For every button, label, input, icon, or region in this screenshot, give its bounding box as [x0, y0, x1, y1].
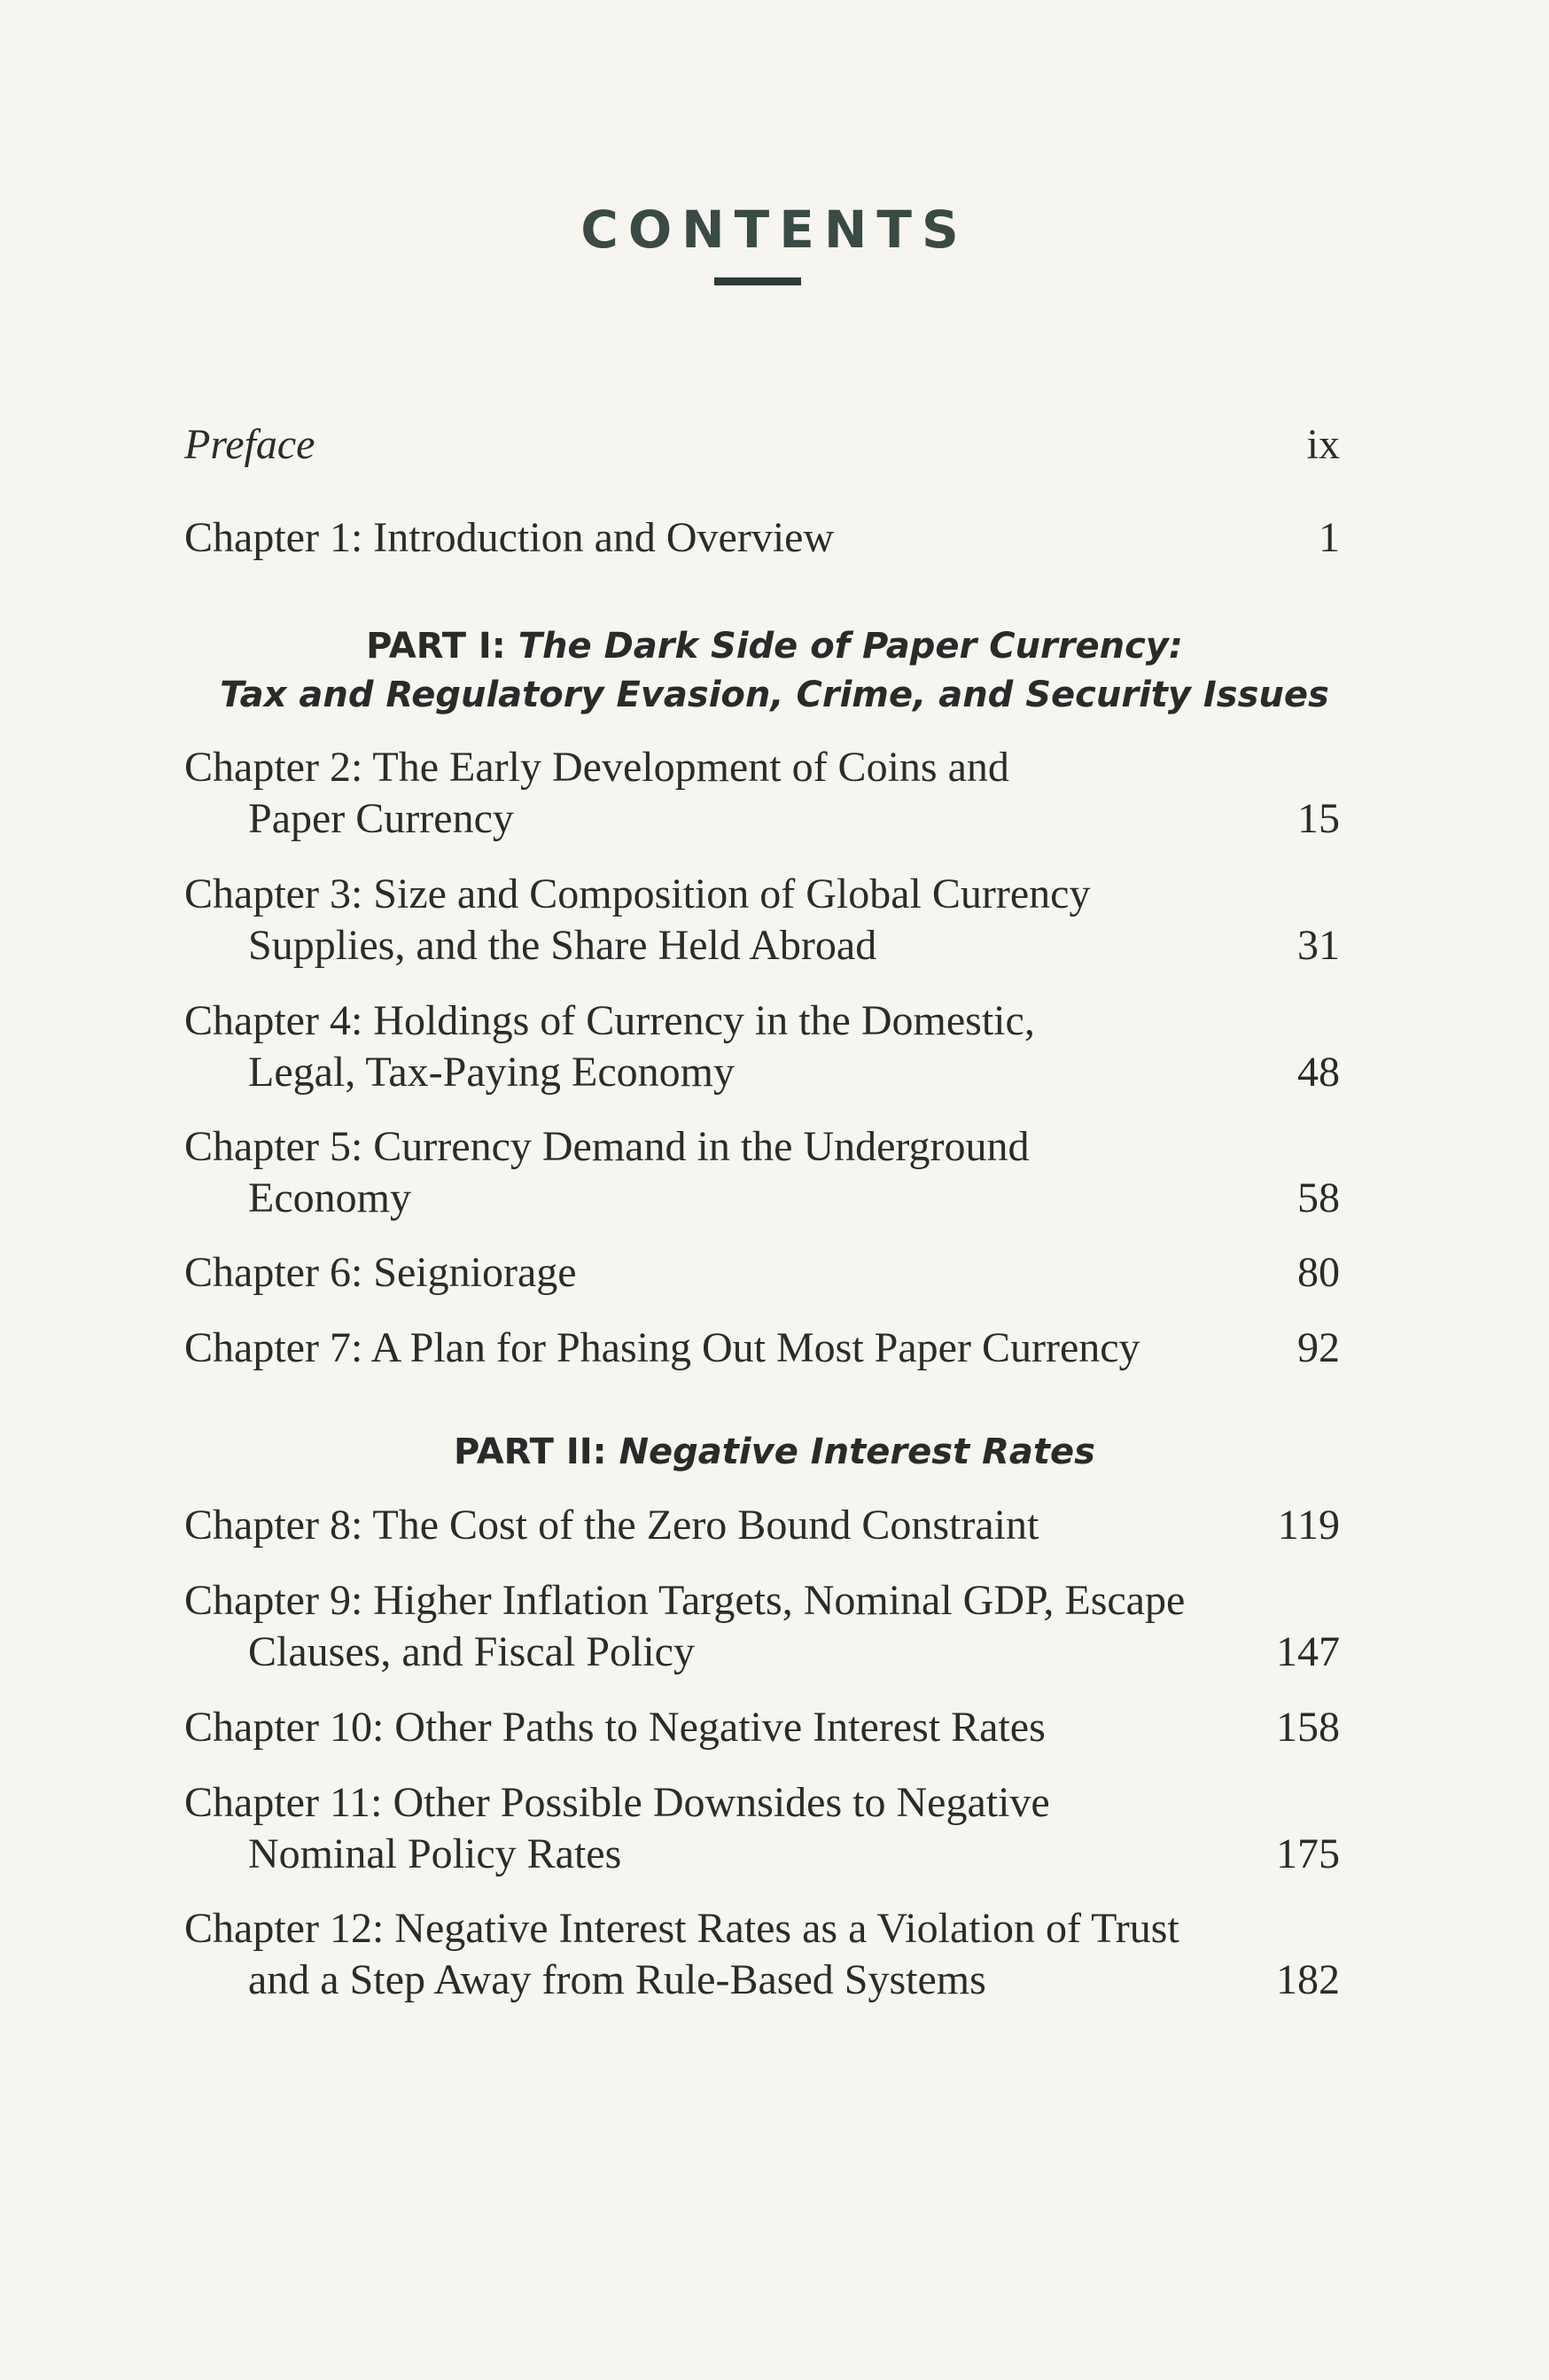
toc-entry-label: Chapter 4: Holdings of Currency in the Domestic,: [184, 997, 1035, 1044]
toc-entry-label-cont: Supplies, and the Share Held Abroad: [248, 922, 877, 969]
part-subtitle-1: [0, 669, 1549, 721]
toc-entry-chapter-2[interactable]: [184, 742, 1340, 845]
toc-page-number: 158: [1276, 1704, 1340, 1751]
toc-entry-label: Chapter 8: The Cost of the Zero Bound Constraint: [184, 1502, 1039, 1549]
toc-page-number: 31: [1297, 922, 1340, 969]
toc-entry-chapter-9[interactable]: [184, 1575, 1340, 1678]
toc-page-number: 175: [1276, 1830, 1340, 1877]
part-title: The Dark Side of Paper Currency:: [518, 626, 1183, 667]
toc-entry-label: Chapter 12: Negative Interest Rates as a Violation of Trust: [184, 1905, 1179, 1952]
toc-entry-chapter-11[interactable]: [184, 1777, 1340, 1880]
part-heading-2: [0, 1426, 1549, 1478]
toc-page-number: 182: [1276, 1956, 1340, 2003]
toc-entry-label: Chapter 9: Higher Inflation Targets, Nominal GDP, Escape: [184, 1577, 1186, 1624]
toc-entry-preface[interactable]: [184, 419, 1340, 471]
toc-entry-label-cont: Nominal Policy Rates: [248, 1830, 622, 1877]
toc-entry-label-cont: and a Step Away from Rule-Based Systems: [248, 1956, 986, 2003]
toc-entry-label-cont: Clauses, and Fiscal Policy: [248, 1628, 695, 1675]
toc-entry-label-cont: Economy: [248, 1174, 411, 1221]
toc-entry-label: Preface: [184, 421, 315, 468]
part-title: Negative Interest Rates: [619, 1432, 1095, 1472]
toc-entry-chapter-12[interactable]: [184, 1903, 1340, 2006]
toc-entry-chapter-1[interactable]: [184, 512, 1340, 564]
toc-page-number: 147: [1276, 1628, 1340, 1675]
toc-entry-chapter-6[interactable]: [184, 1247, 1340, 1299]
toc-page-number: 119: [1277, 1502, 1340, 1549]
toc-page-number: 15: [1297, 795, 1340, 842]
toc-page-number: 80: [1297, 1249, 1340, 1296]
toc-entry-chapter-7[interactable]: [184, 1323, 1340, 1374]
toc-entry-label-cont: Paper Currency: [248, 795, 514, 842]
toc-entry-label: Chapter 11: Other Possible Downsides to Negative: [184, 1779, 1050, 1826]
toc-entry-label: Chapter 7: A Plan for Phasing Out Most Paper Currency: [184, 1324, 1140, 1371]
title-rule: [714, 277, 801, 285]
toc-entry-label-cont: Legal, Tax-Paying Economy: [248, 1049, 735, 1096]
toc-entry-chapter-10[interactable]: [184, 1702, 1340, 1753]
toc-entry-label: Chapter 2: The Early Development of Coins and: [184, 744, 1009, 791]
toc-page-number: ix: [1306, 421, 1340, 468]
toc-entry-label: Chapter 1: Introduction and Overview: [184, 514, 835, 561]
part-prefix: PART I:: [366, 626, 506, 667]
toc-page-number: 92: [1297, 1324, 1340, 1371]
toc-entry-chapter-5[interactable]: [184, 1121, 1340, 1224]
part-title-line2: Tax and Regulatory Evasion, Crime, and Security Issues: [220, 675, 1329, 715]
toc-entry-chapter-8[interactable]: [184, 1500, 1340, 1551]
toc-entry-label: Chapter 6: Seigniorage: [184, 1249, 577, 1296]
toc-entry-chapter-4[interactable]: [184, 995, 1340, 1098]
toc-entry-label: Chapter 10: Other Paths to Negative Interest Rates: [184, 1704, 1046, 1751]
toc-entry-label: Chapter 3: Size and Composition of Global Currency: [184, 870, 1091, 917]
toc-entry-chapter-3[interactable]: [184, 869, 1340, 972]
toc-page-number: 1: [1319, 514, 1340, 561]
page-title: CONTENTS: [580, 199, 969, 260]
toc-page-number: 48: [1297, 1049, 1340, 1096]
toc-page-number: 58: [1297, 1174, 1340, 1221]
part-heading-1: [0, 620, 1549, 672]
toc-entry-label: Chapter 5: Currency Demand in the Underground: [184, 1123, 1030, 1170]
part-prefix: PART II:: [454, 1432, 607, 1472]
